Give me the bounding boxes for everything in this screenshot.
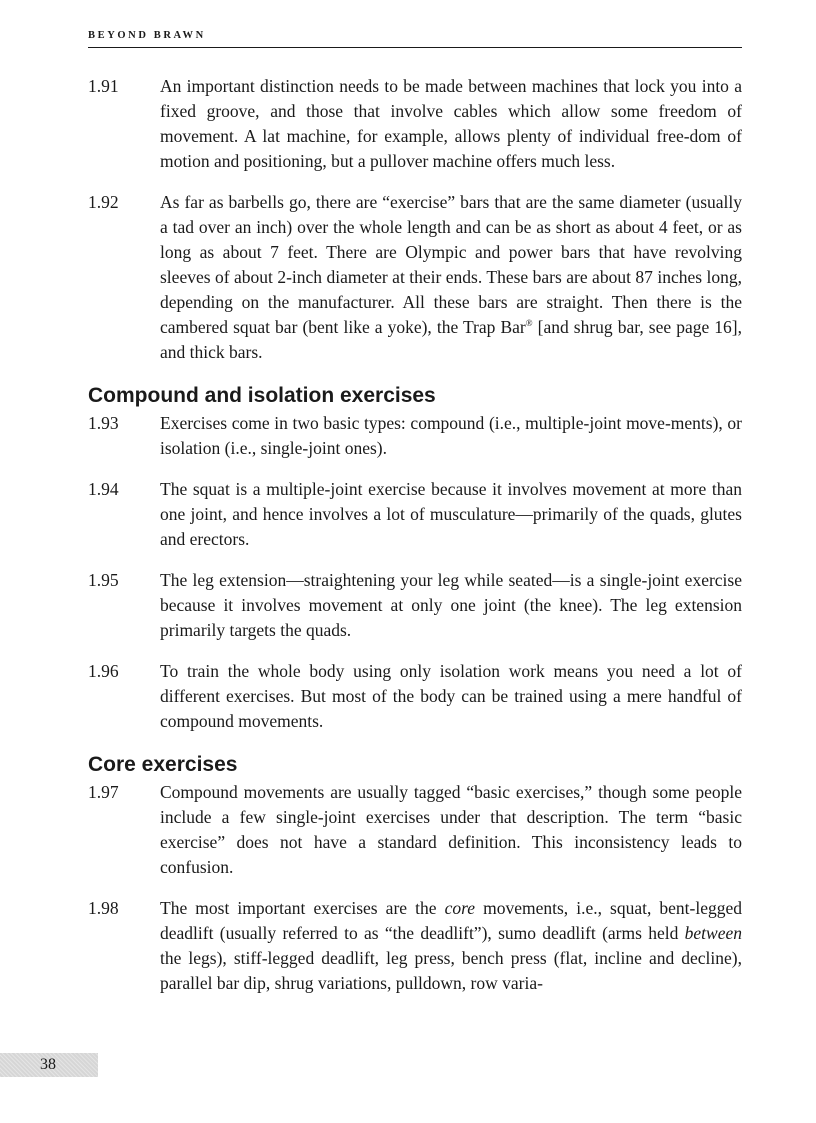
paragraph-number: 1.94: [88, 479, 119, 499]
section-heading: Core exercises: [88, 753, 238, 776]
text-run: An important distinction needs to be made between machines that lock you into a fixed groove, and those that involve cables which allow some freedom of movement. A lat machine, for example, allows plenty of individual free-dom of motion and positioning, but a pullover machine offers much less.: [160, 76, 742, 171]
numbered-paragraph: [88, 190, 742, 365]
text-run: The leg extension—straightening your leg while seated—is a single-joint exercise because it involves movement at only one joint (the knee). The leg extension primarily targets the quads.: [160, 570, 742, 640]
numbered-paragraph: [88, 74, 742, 174]
paragraph-text: [160, 659, 742, 734]
paragraph-number: 1.91: [88, 76, 119, 96]
paragraph-text: [160, 896, 742, 996]
text-run: Compound movements are usually tagged “basic exercises,” though some people include a few single-joint exercises under that description. The term “basic exercise” does not have a standard definition. This inconsistency leads to confusion.: [160, 782, 742, 877]
text-run: To train the whole body using only isolation work means you need a lot of different exercises. But most of the body can be trained using a mere handful of compound movements.: [160, 661, 742, 731]
page-content: [88, 74, 742, 1012]
numbered-paragraph: [88, 780, 742, 880]
paragraph-text: [160, 74, 742, 174]
text-run: The most important exercises are the: [160, 898, 445, 918]
paragraph-text: [160, 190, 742, 365]
paragraph-text: [160, 411, 742, 461]
emphasis-text: between: [684, 923, 742, 943]
numbered-paragraph: [88, 477, 742, 552]
paragraph-number: 1.95: [88, 570, 119, 590]
text-run: movements, i.e., squat, bent-legged deadlift (usually referred to as “the deadlift”), sumo deadlift (arms held: [160, 898, 743, 943]
paragraph-text: [160, 780, 742, 880]
text-run: The squat is a multiple-joint exercise because it involves movement at more than one joint, and hence involves a lot of musculature—primarily of the quads, glutes and erectors.: [160, 479, 742, 549]
paragraph-number: 1.97: [88, 782, 119, 802]
section-heading: Compound and isolation exercises: [88, 384, 436, 407]
paragraph-number: 1.96: [88, 661, 119, 681]
paragraph-text: [160, 568, 742, 643]
emphasis-text: core: [444, 898, 476, 918]
numbered-paragraph: [88, 896, 742, 996]
numbered-paragraph: [88, 659, 742, 734]
running-header: BEYOND BRAWN: [88, 30, 742, 48]
registered-mark: ®: [525, 318, 533, 329]
text-run: Exercises come in two basic types: compound (i.e., multiple-joint move-ments), or isolation (i.e., single-joint ones).: [160, 413, 742, 458]
page-number: 38: [40, 1056, 56, 1073]
paragraph-number: 1.98: [88, 898, 119, 918]
paragraph-number: 1.92: [88, 192, 119, 212]
text-run: the legs), stiff-legged deadlift, leg press, bench press (flat, incline and decline), parallel bar dip, shrug variations, pulldown, row varia-: [160, 948, 742, 993]
text-run: [and shrug bar, see page 16], and thick bars.: [160, 317, 742, 362]
numbered-paragraph: [88, 411, 742, 461]
text-run: As far as barbells go, there are “exercise” bars that are the same diameter (usually a tad over an inch) over the whole length and can be as short as about 4 feet, or as long as about 7 feet. There are Olympic and power bars that have revolving sleeves of about 2-inch diameter at their ends. These bars are about 87 inches long, depending on the manufacturer. All these bars are straight. Then there is the cambered squat bar (bent like a yoke), the Trap Bar: [160, 192, 742, 337]
paragraph-text: [160, 477, 742, 552]
numbered-paragraph: [88, 568, 742, 643]
paragraph-number: 1.93: [88, 413, 119, 433]
